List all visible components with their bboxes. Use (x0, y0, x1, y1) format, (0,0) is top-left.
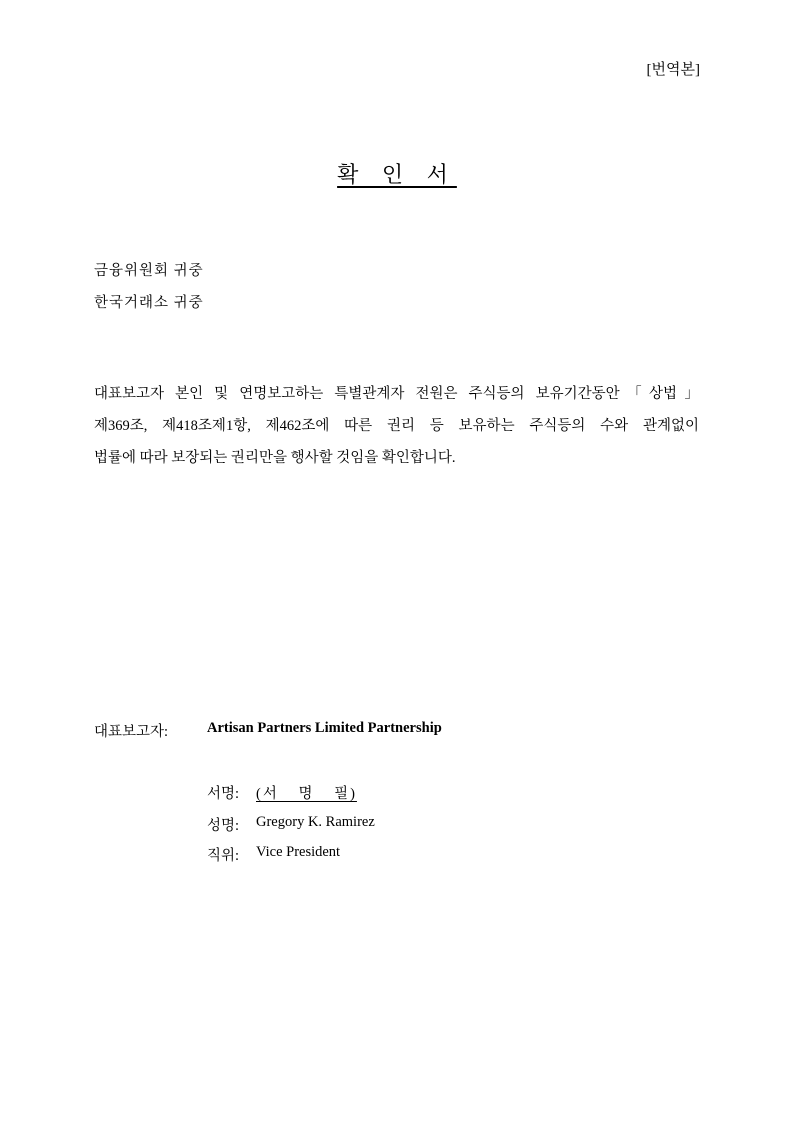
body-line: 대표보고자 본인 및 연명보고하는 특별관계자 전원은 주식등의 보유기간동안「상법」 (94, 386, 699, 402)
translation-tag: [번역본] (646, 62, 700, 78)
signer-name-label: 성명: (207, 818, 240, 834)
confirmation-body (94, 378, 699, 474)
recipient-fsc: 금융위원회 귀중 (94, 263, 204, 279)
body-line: 제369조, 제418조제1항, 제462조에 따른 권리 등 보유하는 주식등의 수와 관계없이 (94, 418, 699, 434)
body-line: 법률에 따라 보장되는 권리만을 행사할 것임을 확인합니다. (94, 450, 456, 466)
document-title (0, 158, 794, 189)
document-title-text: 확 인 서 (337, 162, 457, 187)
signer-name-value: Gregory K. Ramirez (256, 814, 375, 830)
signer-position-value: Vice President (256, 844, 341, 860)
signer-position-label: 직위: (207, 848, 240, 864)
reporter-label: 대표보고자: (94, 724, 169, 740)
recipient-krx: 한국거래소 귀중 (94, 295, 204, 311)
signature-label: 서명: (207, 786, 240, 802)
signature-value: (서 명 필) (256, 786, 357, 802)
reporter-name: Artisan Partners Limited Partnership (207, 720, 442, 736)
